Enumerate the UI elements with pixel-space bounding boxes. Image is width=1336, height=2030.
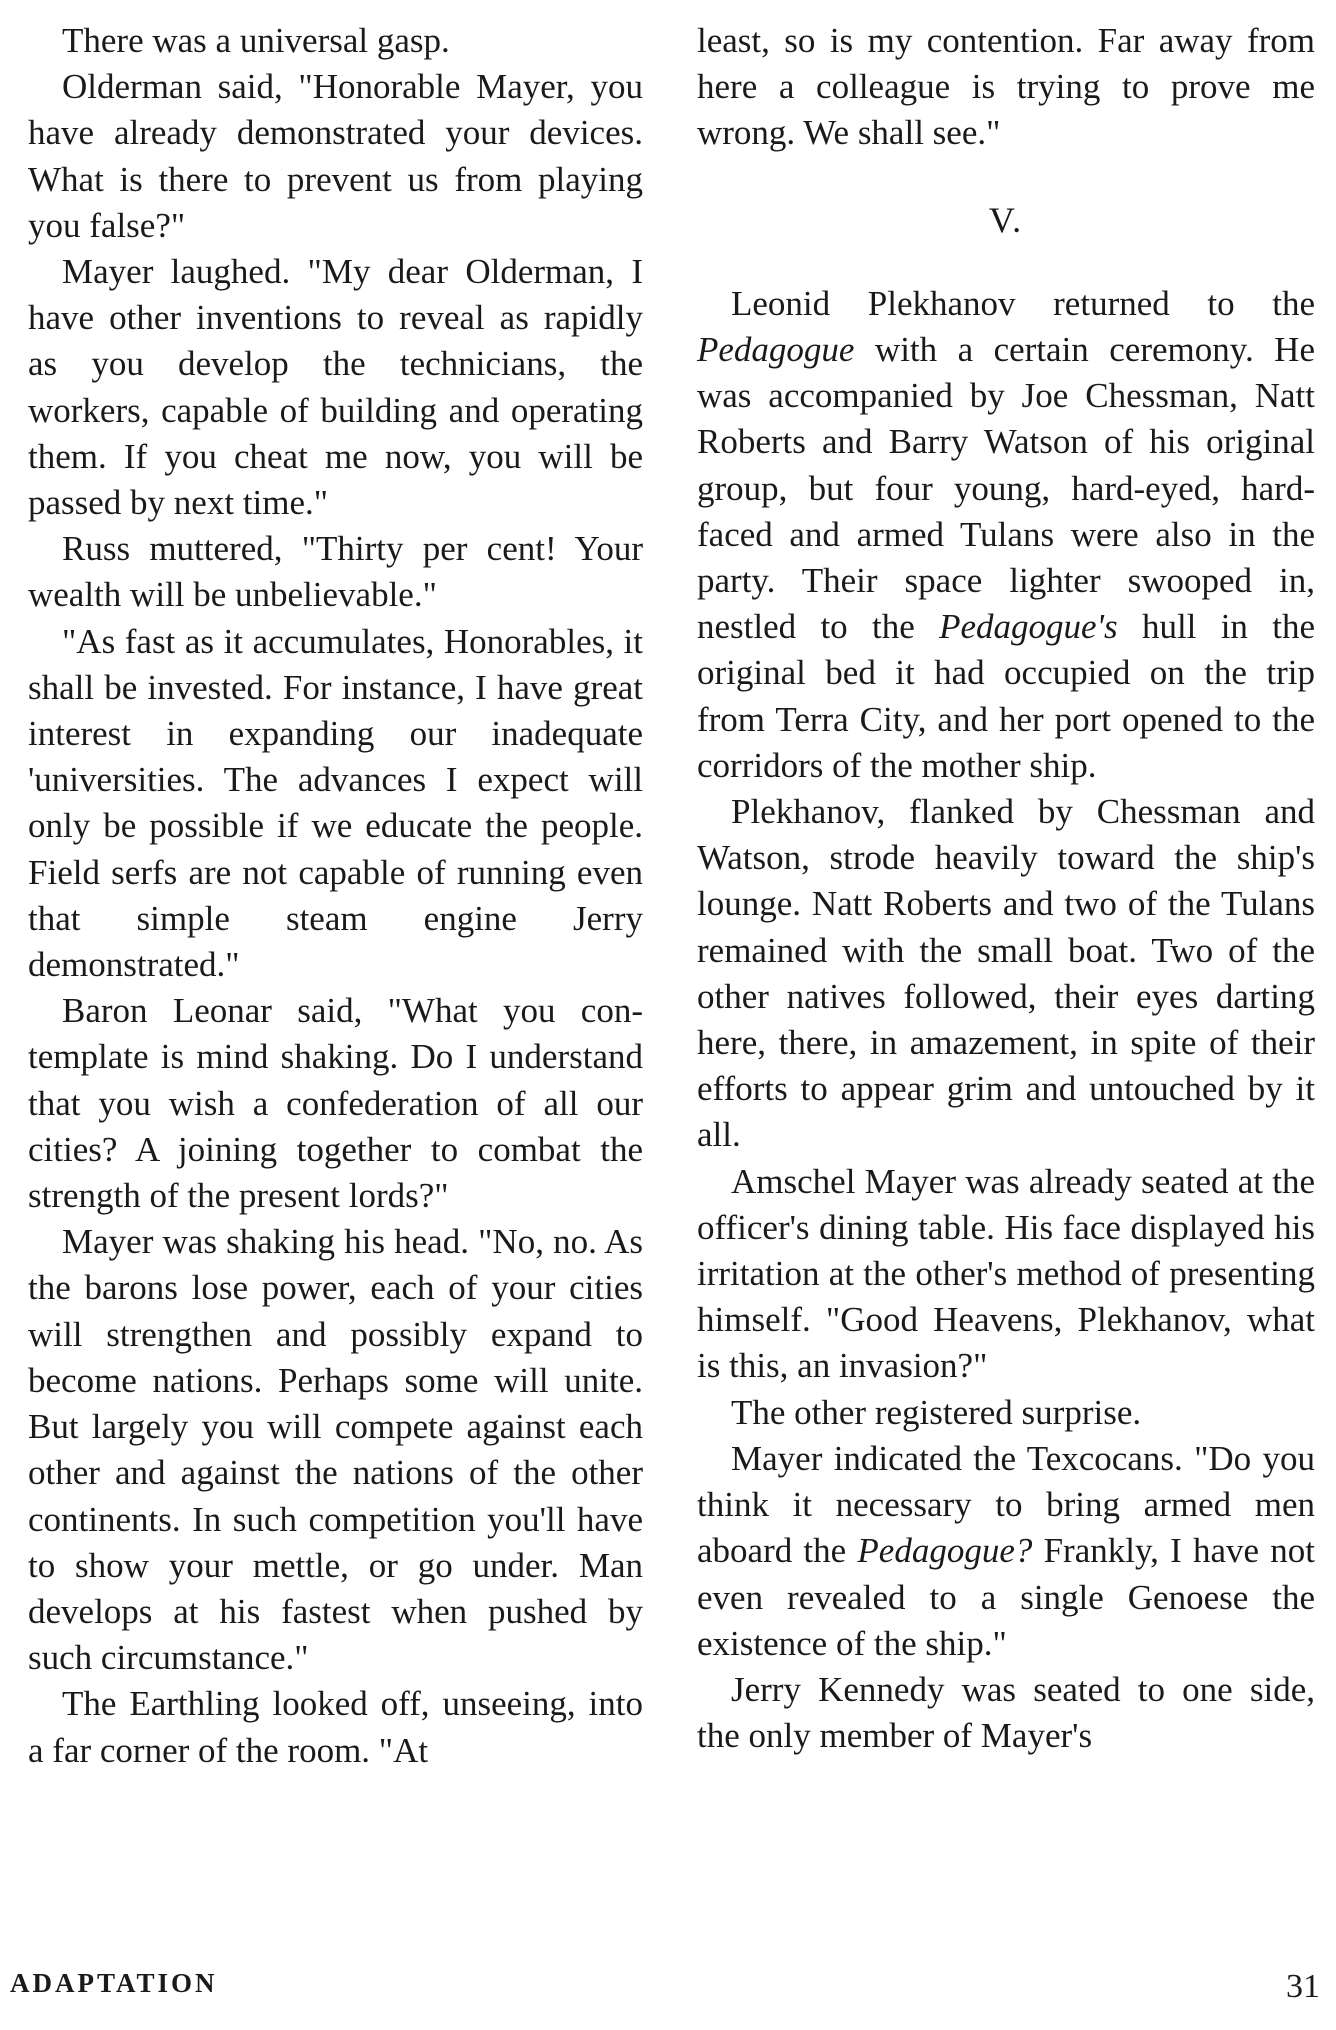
italic-title-text: Pedagogue [697,330,855,370]
paragraph-text: Mayer indicated the Texcocans. "Do you think it necessary to bring armed men aboard the [697,1438,1315,1571]
paragraph [28,1219,643,1681]
paragraph [697,1667,1315,1759]
paragraph [697,18,1315,157]
paragraph [28,988,643,1219]
left-column-paragraphs [28,18,643,1774]
right-text-column [697,18,1315,1759]
paragraph-text: Plekhanov, flanked by Chessman and Watson, strode heavily toward the ship's lounge. Natt Roberts and two of the Tulans remained with the small boat. Two of the other natives followed, their eyes darting here, there, in amazement, in spite of their efforts to appear grim and untouched by it all. [697,792,1315,1155]
paragraph [697,1159,1315,1390]
italic-title-text: Pedagogue's [939,607,1118,647]
paragraph-text: The Earthling looked off, unseeing, into a far corner of the room. "At [28,1684,643,1770]
paragraph [697,1436,1315,1667]
paragraph [28,526,643,618]
section-heading: V. [988,199,1024,240]
paragraph [28,249,643,526]
page-number: 31 [1286,1968,1320,2005]
paragraph [28,18,643,64]
paragraph-text: Leonid Plekhanov returned to the [731,283,1315,323]
paragraph-text: Amschel Mayer was already seated at the officer's dining table. His face displayed his irritation at the other's method of presenting himself. "Good Heavens, Plekhanov, what is this, an invasion?" [697,1161,1315,1386]
paragraph-text: Mayer was shaking his head. "No, no. As the barons lose power, each of your cities will strengthen and possibly expand to become nations. Perhaps some will unite. But largely you will compete against each other and against the nations of the other continents. In such competition you'll have to show your mettle, or go under. Man develops at his fastest when pushed by such circumstance." [28,1222,643,1678]
right-column-paragraphs-before-heading [697,18,1315,157]
paragraph-text: Frankly, I have not even revealed to a single Genoese the existence of the ship." [697,1531,1315,1663]
paragraph [697,281,1315,789]
paragraph-text: Jerry Kennedy was seated to one side, the only member of Mayer's [697,1669,1315,1756]
paragraph-text: "As fast as it accumulates, Honorables, it shall be invested. For instance, I have great interest in expanding our inadequate 'universities. The advances I expect will only be possible if we educate the people. Field serfs are not capable of running even that simple steam engine Jerry demonstrated." [28,621,643,985]
paragraph-text: Mayer laughed. "My dear Olderman, I have other inventions to reveal as rapidly as you develop the technicians, the workers, capable of building and operating them. If you cheat me now, you will be passed by next time." [28,252,643,523]
paragraph-text: least, so is my contention. Far away from here a colleague is trying to prove me wrong. We shall see." [697,21,1315,153]
paragraph [697,789,1315,1159]
paragraph-text: with a certain ceremony. He was accompanied by Joe Chessman, Natt Roberts and Barry Watson of his original group, but four young, hard-eyed, hard-faced and armed Tulans were also in the party. Their space lighter swooped in, nestled to the [697,330,1315,647]
paragraph [28,619,643,989]
paragraph-text: There was a universal gasp. [62,21,450,60]
paragraph-text: Olderman said, "Honorable Mayer, you have already demonstrated your devices. What is there to prevent us from playing you false?" [28,67,643,245]
italic-title-text: Pedagogue? [857,1531,1033,1571]
paragraph-text: Russ muttered, "Thirty per cent! Your wealth will be unbelievable." [28,529,643,615]
paragraph-text: Baron Leonar said, "What you contemplate is mind shaking. Do I understand that you wish a confederation of all our cities? A joining together to combat the strength of the present lords?" [28,991,643,1216]
paragraph [697,1390,1315,1436]
paragraph [28,64,643,249]
paragraph-text: The other registered surprise. [731,1392,1142,1432]
right-column-paragraphs-after-heading [697,281,1315,1760]
paragraph-text: hull in the original bed it had occupied on the trip from Terra City, and her port opened to the corridors of the mother ship. [697,607,1315,785]
running-footer-title: ADAPTATION [10,1968,218,1998]
left-text-column [28,18,643,1774]
paragraph [28,1681,643,1773]
